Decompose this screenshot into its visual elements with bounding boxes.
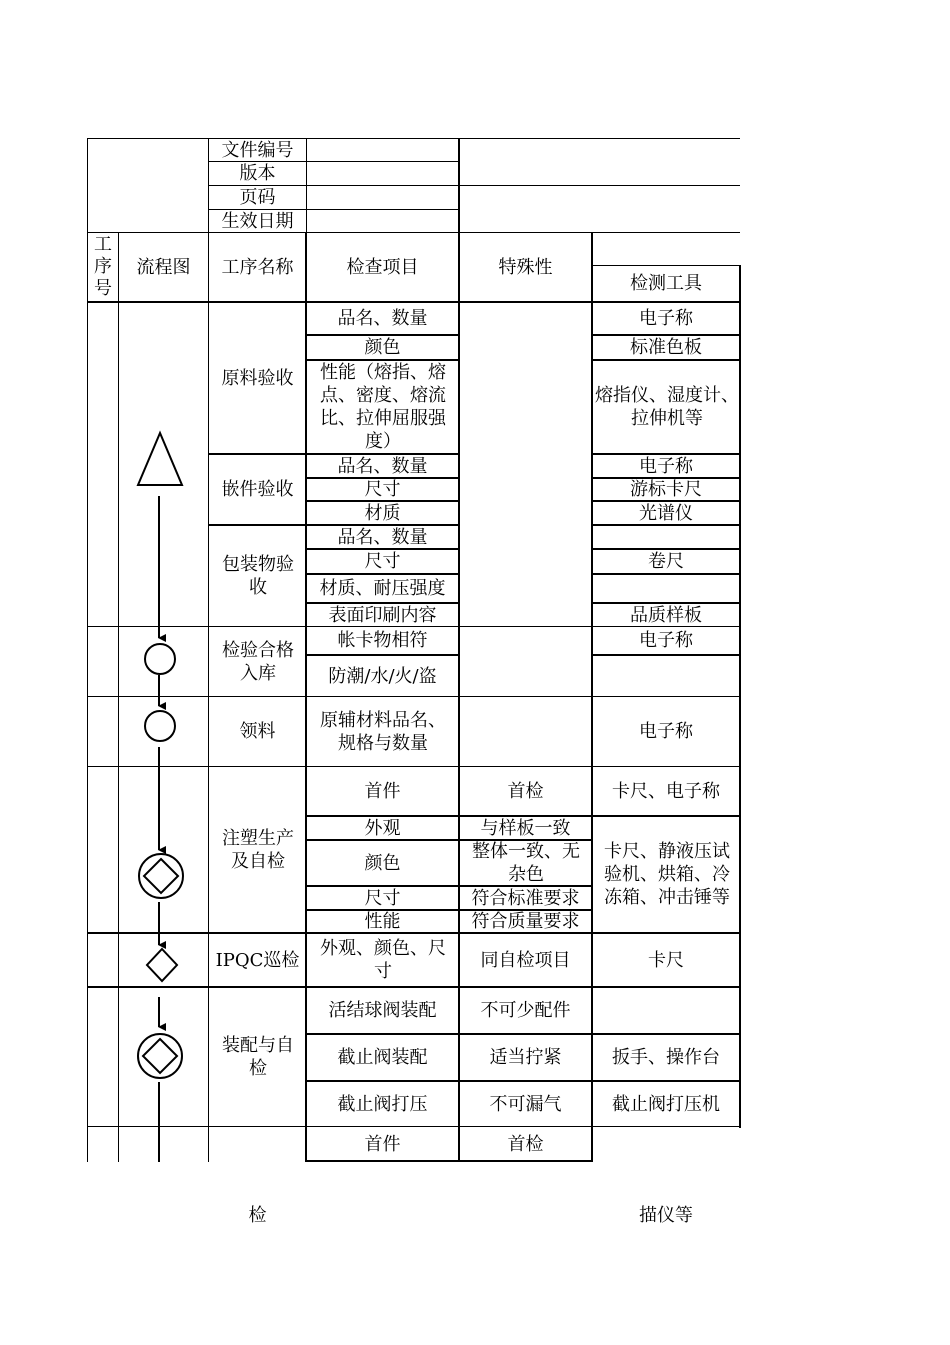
check-item: 性能（熔指、熔点、密度、熔流比、拉伸屈服强度） [320, 362, 446, 452]
col-step-no: 工序号 [94, 234, 112, 299]
check-item: 外观、颜色、尺寸 [320, 938, 446, 982]
grid-line [306, 138, 307, 233]
tool-item: 卡尺 [648, 949, 684, 971]
tool-item: 游标卡尺 [630, 479, 702, 500]
special-item: 不可少配件 [480, 1000, 571, 1021]
circle-pick-icon [145, 711, 175, 741]
footer-right-fragment: 描仪等 [639, 1204, 693, 1226]
special-item: 首检 [507, 780, 544, 802]
special-item: 同自检项目 [480, 949, 571, 971]
step-name-assembly: 装配与自检 [222, 1035, 294, 1079]
check-item: 首件 [364, 780, 401, 802]
check-item: 首件 [364, 1133, 401, 1155]
effective-date-label: 生效日期 [221, 211, 294, 232]
step-name-packing: 包装物验收 [222, 554, 294, 598]
special-item: 不可漏气 [489, 1093, 562, 1115]
special-item: 符合标准要求 [471, 887, 580, 909]
tool-item: 电子称 [639, 721, 693, 742]
col-flow: 流程图 [136, 256, 191, 278]
special-item: 符合质量要求 [471, 911, 580, 932]
step-name-insert: 嵌件验收 [221, 479, 294, 500]
special-item: 适当拧紧 [489, 1047, 562, 1068]
version-label: 版本 [239, 163, 276, 184]
check-item: 尺寸 [364, 887, 401, 909]
check-item: 帐卡物相符 [337, 630, 428, 651]
check-item: 防潮/水/火/盗 [328, 665, 437, 687]
step-name-molding: 注塑生产及自检 [222, 827, 294, 872]
check-item: 截止阀装配 [337, 1047, 428, 1068]
tool-item: 卡尺、静液压试验机、烘箱、冷冻箱、冲击锤等 [604, 841, 730, 908]
tool-item: 标准色板 [630, 337, 702, 358]
doc-no-label: 文件编号 [221, 140, 294, 161]
circle-diamond-assembly-icon [138, 1034, 182, 1078]
flowchart [118, 302, 208, 1162]
check-item: 截止阀打压 [337, 1093, 428, 1115]
check-item: 尺寸 [364, 551, 401, 572]
step-name-raw: 原料验收 [221, 367, 294, 389]
check-item: 表面印刷内容 [328, 604, 437, 626]
grid-line [306, 1160, 592, 1162]
tool-item: 扳手、操作台 [612, 1047, 720, 1068]
col-tool: 检测工具 [630, 273, 702, 294]
tool-item: 光谱仪 [639, 502, 693, 524]
check-item: 品名、数量 [337, 455, 428, 477]
triangle-inspection-icon [138, 433, 182, 485]
page-label: 页码 [239, 187, 276, 208]
footer-left-fragment: 检 [248, 1204, 267, 1226]
special-item: 首检 [507, 1133, 544, 1155]
check-item: 颜色 [364, 852, 401, 874]
grid-line [592, 573, 741, 575]
check-item: 性能 [364, 911, 401, 932]
special-item: 整体一致、无杂色 [472, 841, 580, 885]
check-item: 活结球阀装配 [328, 1000, 437, 1021]
col-check-item: 检查项目 [346, 256, 419, 278]
col-step-name: 工序名称 [221, 256, 294, 278]
grid-line [739, 265, 741, 1128]
check-item: 品名、数量 [337, 526, 428, 548]
tool-item: 卡尺、电子称 [612, 780, 720, 802]
check-item: 材质、耐压强度 [319, 578, 446, 599]
special-item: 与样板一致 [480, 817, 571, 839]
grid-line [87, 138, 88, 1162]
check-item: 颜色 [364, 337, 401, 358]
tool-item: 品质样板 [630, 604, 702, 626]
step-name-pick: 领料 [239, 721, 276, 742]
step-name-ipqc: IPQC巡检 [215, 949, 300, 971]
step-name-storage: 检验合格入库 [222, 639, 294, 684]
tool-item: 熔指仪、湿度计、拉伸机等 [595, 385, 739, 429]
tool-item: 电子称 [639, 630, 693, 651]
grid-line [592, 654, 741, 656]
check-item: 原辅材料品名、规格与数量 [320, 709, 446, 754]
check-item: 材质 [364, 502, 401, 524]
grid-line [87, 138, 740, 139]
check-item: 外观 [364, 817, 401, 839]
check-item: 尺寸 [364, 479, 401, 500]
tool-item: 电子称 [639, 308, 693, 329]
check-item: 品名、数量 [337, 308, 428, 329]
diamond-patrol-icon [147, 949, 177, 981]
tool-item: 截止阀打压机 [612, 1093, 720, 1115]
tool-item: 卷尺 [648, 551, 684, 572]
col-special: 特殊性 [498, 256, 553, 278]
circle-diamond-process-icon [139, 854, 183, 898]
circle-storage-icon [145, 644, 175, 674]
tool-item: 电子称 [639, 455, 693, 477]
